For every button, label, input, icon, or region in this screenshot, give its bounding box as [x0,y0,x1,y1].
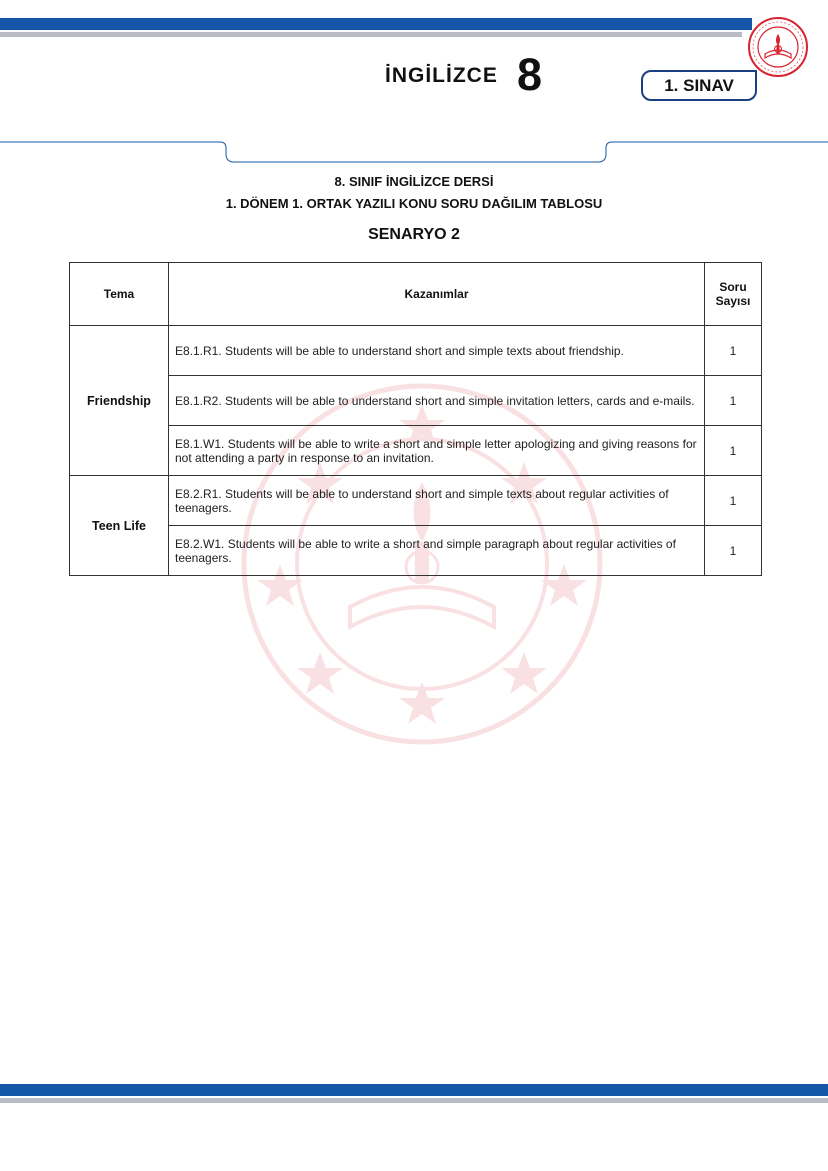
exam-tab-label: 1. SINAV [664,76,734,95]
subject-title: İNGİLİZCE [385,64,498,87]
bottom-blue-bar [0,1084,828,1096]
table-title: 1. DÖNEM 1. ORTAK YAZILI KONU SORU DAĞILIM TABLOSU [225,196,603,211]
header-outcomes: Kazanımlar [169,263,705,326]
header-count-line2: Sayısı [715,294,751,308]
count-cell: 1 [705,326,762,376]
ministry-seal-icon [747,16,809,78]
topic-distribution-table [69,262,762,576]
count-cell: 1 [705,526,762,576]
bottom-gray-bar [0,1098,828,1103]
scenario-title: SENARYO 2 [368,226,460,243]
top-blue-bar [0,18,752,30]
grade-number: 8 [517,49,543,100]
top-gray-bar [0,32,742,37]
header-divider [0,138,828,168]
outcome-cell: E8.2.W1. Students will be able to write a short and simple paragraph about regular activities of teenagers. [169,526,705,576]
table-row [70,476,762,526]
outcome-cell: E8.1.W1. Students will be able to write a short and simple letter apologizing and giving reasons for not attending a party in response to an invitation. [169,426,705,476]
course-title: 8. SINIF İNGİLİZCE DERSİ [334,174,494,189]
table-row [70,376,762,426]
count-cell: 1 [705,376,762,426]
theme-cell: Friendship [70,326,169,476]
header-count-line1: Soru [719,280,747,294]
table-row [70,326,762,376]
table-row [70,526,762,576]
theme-cell: Teen Life [70,476,169,576]
outcome-cell: E8.2.R1. Students will be able to understand short and simple texts about regular activities of teenagers. [169,476,705,526]
table-row [70,426,762,476]
header-question-count [705,263,762,326]
count-cell: 1 [705,426,762,476]
outcome-cell: E8.1.R1. Students will be able to understand short and simple texts about friendship. [169,326,705,376]
outcome-cell: E8.1.R2. Students will be able to understand short and simple invitation letters, cards and e-mails. [169,376,705,426]
count-cell: 1 [705,476,762,526]
header-theme: Tema [70,263,169,326]
